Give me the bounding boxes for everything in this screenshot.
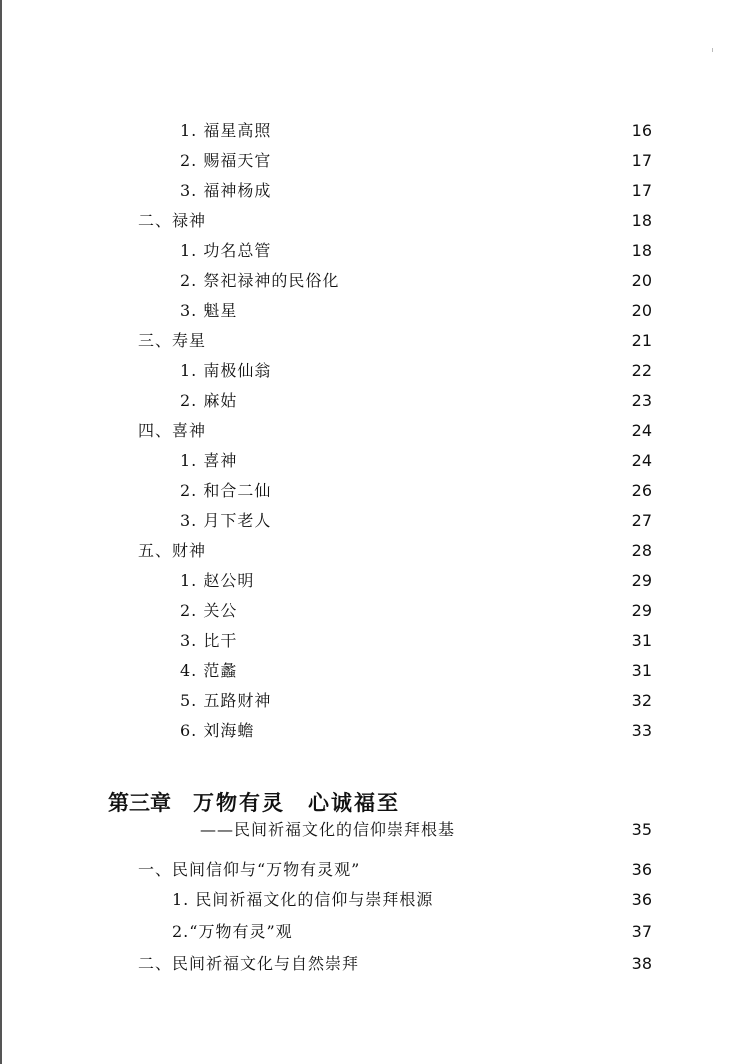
toc-section-entry[interactable] <box>138 952 652 976</box>
toc-entry-label: 3. 福神杨成 <box>180 181 272 200</box>
toc-entry-label: 5. 五路财神 <box>180 691 272 710</box>
dot-leader <box>243 599 622 623</box>
toc-entry-label: 1. 功名总管 <box>180 241 272 260</box>
dot-leader <box>243 299 622 323</box>
toc-entry-page: 38 <box>631 954 652 973</box>
toc-entry-label: 1. 福星高照 <box>180 121 272 140</box>
toc-entry-page: 32 <box>631 691 652 710</box>
toc-entry-page: 24 <box>631 421 652 440</box>
toc-entry-page: 27 <box>631 511 652 530</box>
toc-entry-page: 35 <box>631 820 652 839</box>
toc-entry-label: 3. 比干 <box>180 631 238 650</box>
toc-entry-label: 2.“万物有灵”观 <box>172 922 293 941</box>
toc-entry-page: 16 <box>631 121 652 140</box>
toc-entry-label: 1. 南极仙翁 <box>180 361 272 380</box>
dot-leader <box>361 952 622 976</box>
toc-entry-label: ——民间祈福文化的信仰崇拜根基 <box>200 820 456 839</box>
dot-leader <box>299 920 622 944</box>
toc-entry[interactable] <box>172 888 652 912</box>
toc-entry-page: 29 <box>631 601 652 620</box>
toc-entry-page: 23 <box>631 391 652 410</box>
toc-section-entry[interactable] <box>138 329 652 353</box>
toc-entry-label: 6. 刘海蟾 <box>180 721 255 740</box>
toc-entry-page: 24 <box>631 451 652 470</box>
toc-entry[interactable] <box>180 119 652 143</box>
toc-entry-label: 2. 赐福天官 <box>180 151 272 170</box>
dot-leader <box>260 719 622 743</box>
toc-entry-page: 28 <box>631 541 652 560</box>
chapter-heading[interactable] <box>108 788 400 816</box>
toc-section-entry[interactable] <box>138 419 652 443</box>
toc-entry-page: 18 <box>631 211 652 230</box>
toc-entry[interactable] <box>180 449 652 473</box>
dot-leader <box>208 329 622 353</box>
chapter-subtitle-entry[interactable] <box>200 818 652 842</box>
toc-entry-page: 18 <box>631 241 652 260</box>
toc-entry-label: 3. 月下老人 <box>180 511 272 530</box>
toc-entry-page: 17 <box>631 181 652 200</box>
toc-entry-label: 二、禄神 <box>138 211 207 230</box>
toc-entry-page: 31 <box>631 631 652 650</box>
dot-leader <box>243 449 622 473</box>
dot-leader <box>461 818 622 842</box>
toc-entry[interactable] <box>180 599 652 623</box>
toc-entry-label: 2. 关公 <box>180 601 238 620</box>
dot-leader <box>277 359 622 383</box>
dot-leader <box>277 179 622 203</box>
toc-entry[interactable] <box>180 689 652 713</box>
toc-entry-label: 四、喜神 <box>138 421 207 440</box>
dot-leader <box>277 149 622 173</box>
toc-entry-label: 二、民间祈福文化与自然崇拜 <box>138 954 360 973</box>
toc-section-entry[interactable] <box>138 858 652 882</box>
toc-entry-page: 17 <box>631 151 652 170</box>
dot-leader <box>243 659 622 683</box>
toc-entry-label: 五、财神 <box>138 541 207 560</box>
toc-entry[interactable] <box>180 569 652 593</box>
toc-entry-page: 37 <box>631 922 652 941</box>
toc-section-entry[interactable] <box>138 539 652 563</box>
toc-entry[interactable] <box>180 149 652 173</box>
chapter-number: 第三章 <box>108 791 171 815</box>
dot-leader <box>439 888 622 912</box>
page-mark <box>712 48 713 52</box>
toc-entry-label: 4. 范蠡 <box>180 661 238 680</box>
toc-entry-page: 26 <box>631 481 652 500</box>
toc-entry-page: 20 <box>631 271 652 290</box>
toc-entry[interactable] <box>180 239 652 263</box>
toc-entry-label: 3. 魁星 <box>180 301 238 320</box>
toc-entry[interactable] <box>180 659 652 683</box>
toc-entry[interactable] <box>180 179 652 203</box>
dot-leader <box>277 689 622 713</box>
chapter-title: 万物有灵 心诚福至 <box>193 791 400 815</box>
dot-leader <box>243 629 622 653</box>
toc-entry[interactable] <box>180 719 652 743</box>
toc-entry-label: 1. 喜神 <box>180 451 238 470</box>
toc-entry[interactable] <box>172 920 652 944</box>
toc-entry-page: 20 <box>631 301 652 320</box>
toc-entry-page: 36 <box>631 860 652 879</box>
toc-entry-label: 三、寿星 <box>138 331 207 350</box>
page-edge-shadow <box>0 0 2 1064</box>
toc-entry[interactable] <box>180 629 652 653</box>
dot-leader <box>277 119 622 143</box>
dot-leader <box>277 509 622 533</box>
dot-leader <box>208 539 622 563</box>
toc-entry-page: 29 <box>631 571 652 590</box>
dot-leader <box>208 209 622 233</box>
toc-entry-page: 36 <box>631 890 652 909</box>
toc-entry[interactable] <box>180 299 652 323</box>
dot-leader <box>208 419 622 443</box>
dot-leader <box>260 569 622 593</box>
toc-entry-label: 2. 祭祀禄神的民俗化 <box>180 271 340 290</box>
dot-leader <box>277 479 622 503</box>
dot-leader <box>243 389 622 413</box>
toc-entry[interactable] <box>180 359 652 383</box>
toc-entry-page: 31 <box>631 661 652 680</box>
toc-entry[interactable] <box>180 479 652 503</box>
toc-entry-label: 2. 和合二仙 <box>180 481 272 500</box>
dot-leader <box>345 269 622 293</box>
toc-entry[interactable] <box>180 509 652 533</box>
toc-entry-label: 2. 麻姑 <box>180 391 238 410</box>
dot-leader <box>362 858 622 882</box>
dot-leader <box>277 239 622 263</box>
toc-entry[interactable] <box>180 269 652 293</box>
toc-entry-label: 1. 赵公明 <box>180 571 255 590</box>
toc-entry-page: 22 <box>631 361 652 380</box>
toc-entry[interactable] <box>180 389 652 413</box>
toc-section-entry[interactable] <box>138 209 652 233</box>
toc-entry-page: 21 <box>631 331 652 350</box>
toc-entry-label: 一、民间信仰与“万物有灵观” <box>138 860 361 879</box>
toc-entry-page: 33 <box>631 721 652 740</box>
toc-entry-label: 1. 民间祈福文化的信仰与崇拜根源 <box>172 890 434 909</box>
